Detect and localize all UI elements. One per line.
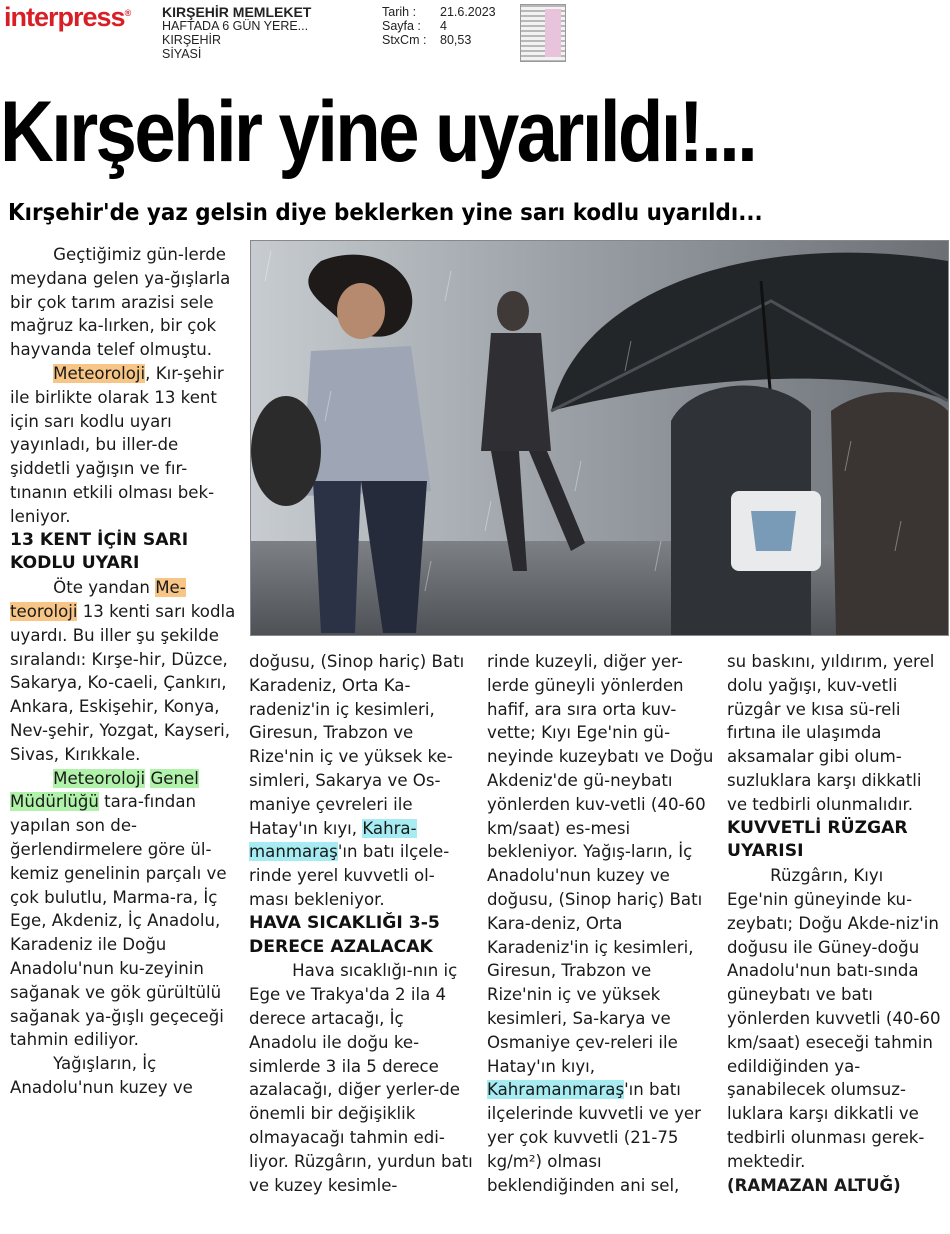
date-row bbox=[382, 5, 496, 19]
page-thumbnail[interactable] bbox=[520, 4, 566, 62]
paragraph-9: su baskını, yıldırım, yerel dolu yağışı, kuv-vetli rüzgâr ve kısa sü-reli fırtına ile ulaşımda aksamalar gibi olum-suzluklara karşı dikkatli ve tedbirli olunmalıdır. bbox=[727, 652, 935, 814]
stxcm-row bbox=[382, 33, 496, 47]
clipping-meta bbox=[382, 5, 496, 47]
paragraph-8-text: rinde kuzeyli, diğer yer-lerde güneyli yönlerden hafif, ara sıra orta kuv-vette; Kıyı Ege'nin gü-neyinde kuzeybatı ve Doğu Akdeniz'de gü-neybatı yönlerden kuv-vetli (40-60 km/saat) es-mesi bekleniyor. Yağış-ların, İç Anadolu'nun kuzey ve doğusu, (Sinop hariç) Batı Kara-deniz, Orta Karadeniz'in iç kesimleri, Giresun, Trabzon ve Rize'nin iç ve yüksek kesimleri, Sa-karya ve Osmaniye çev-releri ile Hatay'ın kıyı, bbox=[487, 652, 714, 1076]
date-value: 21.6.2023 bbox=[440, 5, 496, 19]
article-headline: Kırşehir yine uyarıldı!... bbox=[0, 84, 756, 180]
paragraph-2-text: , Kır-şehir ile birlikte olarak 13 kent için sarı kodlu uyarı yayınladı, bu iller-de şiddetli yağışın ve fır-tınanın etkili olması bek-leniyor. bbox=[10, 363, 224, 526]
clipping-source-info bbox=[162, 5, 372, 61]
page-value: 4 bbox=[440, 19, 447, 33]
paragraph-4 bbox=[10, 767, 236, 1053]
paragraph-6-end: 'ın batı ilçele-rinde yerel kuvvetli ol-ması bekleniyor. bbox=[249, 842, 450, 909]
paragraph-3-start: Öte yandan bbox=[53, 578, 156, 598]
interpress-logo: interpress® bbox=[4, 2, 131, 32]
paragraph-3 bbox=[10, 576, 236, 766]
highlight-meteoroloji-3: Meteoroloji bbox=[53, 768, 146, 788]
paragraph-10: Rüzgârın, Kıyı Ege'nin güneyinde ku-zeybatı; Doğu Akde-niz'in doğusu ile Güney-doğu Anadolu'nun batı-sında güneybatı ve batı yönlerden kuvvetli (40-60 km/saat) eseceği tahmin edildiğinden ya-şanabilecek olumsuz-luklara karşı dikkatli ve tedbirli olunması gerek-mektedir. bbox=[727, 866, 941, 1171]
subheading-13-kent: 13 KENT İÇİN SARI KODLU UYARI bbox=[10, 529, 189, 574]
paragraph-7: Hava sıcaklığı-nın iç Ege ve Trakya'da 2 ila 4 derece artacağı, İç Anadolu ile doğu ke-simlerde 3 ila 5 derece azalacağı, diğer yerler-de önemli bir değişiklik olmayacağı tahmin edi-liyor. Rüzgârın, yurdun batı ve kuzey kesimle- bbox=[249, 961, 473, 1195]
subheading-hava-sicakligi: HAVA SICAKLIĞI 3-5 DERECE AZALACAK bbox=[249, 912, 440, 957]
page-label: Sayfa : bbox=[382, 19, 421, 33]
highlight-kahramanmaras: Kahra-manmaraş bbox=[249, 818, 417, 862]
page-row bbox=[382, 19, 496, 33]
paragraph-1: Geçtiğimiz gün-lerde meydana gelen ya-ğışlarla bir çok tarım arazisi sele mağruz ka-lırken, bir çok hayvanda telef olmuştu. bbox=[10, 245, 231, 360]
publication-edition: HAFTADA 6 GÜN YERE... bbox=[162, 19, 309, 33]
article-column-1 bbox=[10, 243, 236, 1100]
photo-illustration bbox=[251, 241, 948, 635]
publication-name: KIRŞEHİR MEMLEKET bbox=[162, 5, 312, 20]
paragraph-6 bbox=[249, 650, 473, 912]
paragraph-3-text: 13 kenti sarı kodla uyardı. Bu iller şu şekilde sıralandı: Kırşe-hir, Düzce, Sakarya, Ko-caeli, Çankırı, Ankara, Eskişehir, Konya, Nev-şehir, Yozgat, Kayseri, Sivas, Kırıkkale. bbox=[10, 601, 236, 764]
paragraph-4-text: tara-fından yapılan son de-ğerlendirmelere göre ül-kemiz genelinin parçalı ve çok bulutlu, Marma-ra, İç Ege, Akdeniz, İç Anadolu, Karadeniz ile Doğu Anadolu'nun ku-zeyinin sağanak ve gök gürültülü sağanak ya-ğışlı geçeceği tahmin ediliyor. bbox=[10, 792, 227, 1050]
highlight-genel: Genel bbox=[150, 768, 199, 788]
author-signature: (RAMAZAN ALTUĞ) bbox=[727, 1175, 901, 1195]
highlight-meteoroloji: Meteoroloji bbox=[53, 363, 146, 383]
rain-umbrella-photo bbox=[250, 240, 949, 636]
paragraph-2 bbox=[10, 362, 236, 529]
paragraph-6-text: doğusu, (Sinop hariç) Batı Karadeniz, Orta Ka-radeniz'in iç kesimleri, Giresun, Trabzon ve Rize'nin iç ve yüksek ke-simleri, Sakarya ve Os-maniye çevreleri ile Hatay'ın kıyı, bbox=[249, 652, 465, 838]
paragraph-8 bbox=[487, 650, 715, 1197]
stxcm-value: 80,53 bbox=[440, 33, 472, 47]
paragraph-8-end: 'ın batı ilçelerinde kuvvetli ve yer yer çok kuvvetli (21-75 kg/m²) olması beklendiğinden ani sel, bbox=[487, 1080, 701, 1195]
paragraph-5: Yağışların, İç Anadolu'nun kuzey ve bbox=[10, 1054, 193, 1097]
publication-city: KIRŞEHİR bbox=[162, 33, 222, 47]
article-column-4 bbox=[727, 650, 945, 1197]
article-column-2 bbox=[249, 650, 473, 1197]
highlight-mudurlugu: Müdürlüğü bbox=[10, 792, 99, 812]
date-label: Tarih : bbox=[382, 5, 417, 19]
stxcm-label: StxCm : bbox=[382, 33, 427, 47]
highlight-meteoroloji-2: Me-teoroloji bbox=[10, 578, 186, 621]
highlight-kahramanmaras-2: Kahramanmaraş bbox=[487, 1080, 625, 1100]
subheading-kuvvetli-ruzgar: KUVVETLİ RÜZGAR UYARISI bbox=[727, 817, 908, 862]
article-subheadline: Kırşehir'de yaz gelsin diye beklerken yine sarı kodlu uyarıldı... bbox=[8, 200, 763, 226]
article-column-3 bbox=[487, 650, 715, 1197]
publication-category: SİYASİ bbox=[162, 47, 202, 61]
